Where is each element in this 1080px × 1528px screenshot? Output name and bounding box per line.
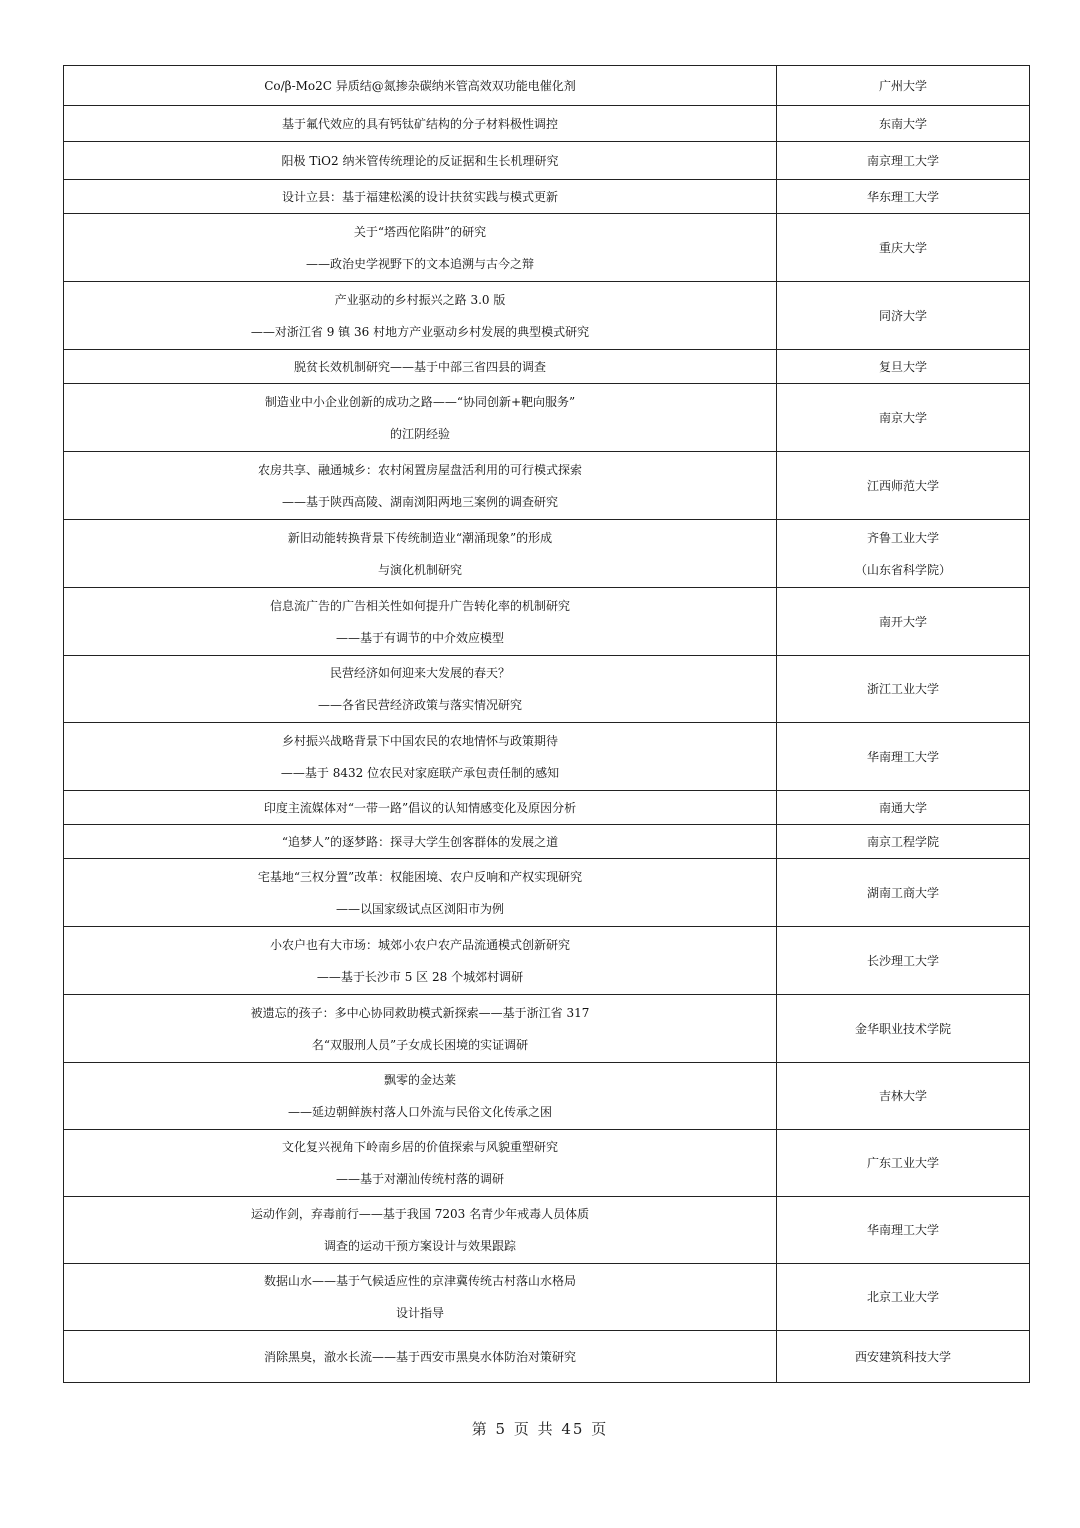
school-name-cell <box>777 791 1030 825</box>
table-row <box>64 282 1030 350</box>
project-title-line: “追梦人”的逐梦路：探寻大学生创客群体的发展之道 <box>281 834 559 849</box>
project-title-line: ——基于长沙市 5 区 28 个城郊村调研 <box>316 969 524 984</box>
project-title-line: ——对浙江省 9 镇 36 村地方产业驱动乡村发展的典型模式研究 <box>250 324 590 339</box>
school-name-cell <box>777 214 1030 282</box>
project-title-cell <box>64 282 777 350</box>
table-row <box>64 66 1030 106</box>
table-row <box>64 1331 1030 1383</box>
school-name-cell <box>777 1130 1030 1197</box>
table-row <box>64 384 1030 452</box>
project-title-cell <box>64 995 777 1063</box>
table-row <box>64 1130 1030 1197</box>
school-name-cell <box>777 106 1030 142</box>
project-title-line: 飘零的金达莱 <box>383 1073 456 1087</box>
school-name-cell <box>777 66 1030 106</box>
project-title-line: 关于“塔西佗陷阱”的研究 <box>353 224 487 239</box>
project-title-cell <box>64 1264 777 1331</box>
school-name-cell <box>777 656 1030 723</box>
project-title-line: 民营经济如何迎来大发展的春天？ <box>329 666 510 680</box>
school-name-line: 吉林大学 <box>878 1089 927 1103</box>
project-title-cell <box>64 214 777 282</box>
school-name-cell <box>777 995 1030 1063</box>
table-row <box>64 791 1030 825</box>
table-row <box>64 142 1030 180</box>
school-name-line: 华南理工大学 <box>866 749 939 764</box>
project-title-cell <box>64 142 777 180</box>
project-title-line: 脱贫长效机制研究——基于中部三省四县的调查 <box>293 359 546 374</box>
project-title-cell <box>64 1063 777 1130</box>
school-name-line: 华南理工大学 <box>866 1223 939 1237</box>
school-name-line: 湖南工商大学 <box>866 885 939 900</box>
project-title-cell <box>64 452 777 520</box>
table-row <box>64 656 1030 723</box>
project-title-line: 调查的运动干预方案设计与效果跟踪 <box>323 1239 516 1253</box>
school-name-line: 广州大学 <box>878 78 927 93</box>
school-name-cell <box>777 350 1030 384</box>
table-row <box>64 1264 1030 1331</box>
project-title-line: 产业驱动的乡村振兴之路 3.0 版 <box>334 292 506 307</box>
project-title-line: 阳极 TiO2 纳米管传统理论的反证据和生长机理研究 <box>281 153 559 168</box>
table-row <box>64 1197 1030 1264</box>
school-name-cell <box>777 825 1030 859</box>
project-title-line: 基于氟代效应的具有钙钛矿结构的分子材料极性调控 <box>281 116 558 131</box>
project-title-cell <box>64 723 777 791</box>
school-name-line: 广东工业大学 <box>866 1156 939 1170</box>
project-title-line: 被遗忘的孩子：多中心协同救助模式新探索——基于浙江省 317 <box>250 1005 590 1020</box>
school-name-cell <box>777 384 1030 452</box>
project-title-cell <box>64 66 777 106</box>
table-row <box>64 350 1030 384</box>
project-title-cell <box>64 350 777 384</box>
project-title-line: 印度主流媒体对“一带一路”倡议的认知情感变化及原因分析 <box>263 800 577 815</box>
school-name-line: 南京理工大学 <box>866 153 939 168</box>
project-title-cell <box>64 825 777 859</box>
school-name-line: 南京工程学院 <box>866 834 939 849</box>
school-name-cell <box>777 588 1030 656</box>
project-title-line: ——各省民营经济政策与落实情况研究 <box>317 698 522 712</box>
school-name-cell <box>777 1063 1030 1130</box>
school-name-cell <box>777 1197 1030 1264</box>
project-title-cell <box>64 384 777 452</box>
project-title-line: 小农户也有大市场：城郊小农户农产品流通模式创新研究 <box>269 937 570 952</box>
school-name-cell <box>777 859 1030 927</box>
school-name-line: 东南大学 <box>878 116 927 131</box>
project-title-line: ——延边朝鲜族村落人口外流与民俗文化传承之困 <box>287 1105 552 1119</box>
project-title-line: 数据山水——基于气候适应性的京津冀传统古村落山水格局 <box>263 1274 576 1288</box>
school-name-line: 齐鲁工业大学 <box>866 530 939 545</box>
school-name-cell <box>777 452 1030 520</box>
project-title-line: 乡村振兴战略背景下中国农民的农地情怀与政策期待 <box>281 733 558 748</box>
project-title-cell <box>64 588 777 656</box>
school-name-line: （山东省科学院） <box>854 562 951 577</box>
project-title-line: 文化复兴视角下岭南乡居的价值探索与风貌重塑研究 <box>281 1140 558 1154</box>
project-title-line: 信息流广告的广告相关性如何提升广告转化率的机制研究 <box>269 598 570 613</box>
project-title-line: 新旧动能转换背景下传统制造业“潮涌现象”的形成 <box>287 530 553 545</box>
project-title-cell <box>64 927 777 995</box>
table-row <box>64 825 1030 859</box>
project-title-line: 的江阴经验 <box>389 426 450 441</box>
project-title-cell <box>64 656 777 723</box>
table-row <box>64 1063 1030 1130</box>
school-name-line: 南京大学 <box>878 410 927 425</box>
school-name-line: 南开大学 <box>878 614 927 629</box>
project-title-cell <box>64 520 777 588</box>
project-title-line: 名“双服刑人员”子女成长困境的实证调研 <box>311 1037 529 1052</box>
school-name-line: 北京工业大学 <box>866 1290 939 1304</box>
table-row <box>64 106 1030 142</box>
school-name-line: 南通大学 <box>878 800 927 815</box>
project-title-line: ——基于陕西高陵、湖南浏阳两地三案例的调查研究 <box>281 494 558 509</box>
school-name-line: 长沙理工大学 <box>866 953 939 968</box>
school-name-cell <box>777 1264 1030 1331</box>
project-title-line: ——基于 8432 位农民对家庭联产承包责任制的感知 <box>280 765 560 780</box>
table-row <box>64 214 1030 282</box>
school-name-line: 西安建筑科技大学 <box>854 1349 951 1364</box>
project-title-line: ——政治史学视野下的文本追溯与古今之辩 <box>305 256 534 271</box>
project-title-cell <box>64 1130 777 1197</box>
project-title-cell <box>64 180 777 214</box>
table-row <box>64 927 1030 995</box>
school-name-line: 复旦大学 <box>878 359 927 374</box>
school-name-line: 华东理工大学 <box>866 189 939 204</box>
school-name-line: 重庆大学 <box>878 240 927 255</box>
project-title-line: 与演化机制研究 <box>377 562 462 577</box>
project-title-cell <box>64 859 777 927</box>
table-row <box>64 180 1030 214</box>
school-name-line: 同济大学 <box>878 308 927 323</box>
school-name-line: 浙江工业大学 <box>866 682 939 696</box>
school-name-cell <box>777 1331 1030 1383</box>
table-row <box>64 452 1030 520</box>
school-name-line: 金华职业技术学院 <box>854 1021 951 1036</box>
project-title-line: 运动作剑，弃毒前行——基于我国 7203 名青少年戒毒人员体质 <box>250 1207 590 1221</box>
project-title-cell <box>64 1197 777 1264</box>
school-name-line: 江西师范大学 <box>866 478 939 493</box>
page-number: 第 5 页 共 45 页 <box>471 1420 609 1438</box>
project-title-line: 宅基地“三权分置”改革：权能困境、农户反响和产权实现研究 <box>257 869 583 884</box>
project-title-line: 设计指导 <box>395 1306 444 1320</box>
project-title-line: 制造业中小企业创新的成功之路——“协同创新+靶向服务” <box>264 394 576 409</box>
project-title-cell <box>64 1331 777 1383</box>
project-title-line: ——基于对潮汕传统村落的调研 <box>335 1172 504 1186</box>
table-row <box>64 859 1030 927</box>
award-table <box>63 65 1030 1383</box>
school-name-cell <box>777 927 1030 995</box>
school-name-cell <box>777 723 1030 791</box>
project-title-line: 消除黑臭，澈水长流——基于西安市黑臭水体防治对策研究 <box>263 1349 576 1364</box>
table-row <box>64 995 1030 1063</box>
project-title-line: 设计立县：基于福建松溪的设计扶贫实践与模式更新 <box>281 189 558 204</box>
award-table-body <box>64 66 1030 1383</box>
table-row <box>64 588 1030 656</box>
table-row <box>64 723 1030 791</box>
project-title-cell <box>64 106 777 142</box>
school-name-cell <box>777 142 1030 180</box>
project-title-line: ——以国家级试点区浏阳市为例 <box>335 901 504 916</box>
project-title-line: ——基于有调节的中介效应模型 <box>335 630 504 645</box>
table-row <box>64 520 1030 588</box>
project-title-line: Co/β-Mo2C 异质结@氮掺杂碳纳米管高效双功能电催化剂 <box>264 78 576 93</box>
school-name-cell <box>777 282 1030 350</box>
school-name-cell <box>777 180 1030 214</box>
project-title-cell <box>64 791 777 825</box>
school-name-cell <box>777 520 1030 588</box>
project-title-line: 农房共享、融通城乡：农村闲置房屋盘活利用的可行模式探索 <box>257 462 582 477</box>
